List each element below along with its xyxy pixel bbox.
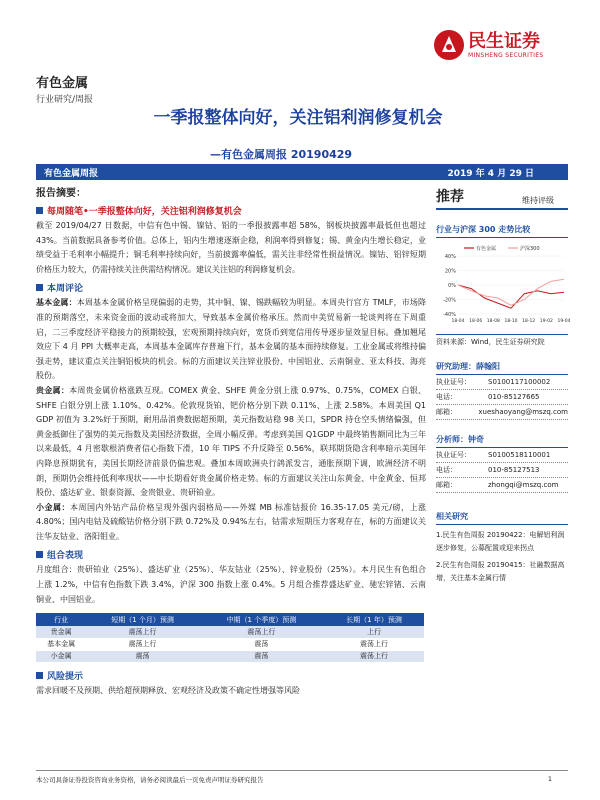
table-cell: 震荡上行 — [86, 626, 199, 638]
rating-label: 推荐 — [436, 189, 464, 205]
portfolio-text: 月度组合：贵研铂业（25%）、盛达矿业（25%）、华友钴业（25%）、锌业股份（25%）。本月民生有色组合上涨 1.2%，中信有色指数下跌 3.4%，沪深 300 指数上涨 0.4%。5 月组合推荐盛达矿业、驰宏锌锗、云南铜业、中国铝业。 — [36, 565, 426, 604]
x-tick-label: 18-06 — [469, 319, 483, 324]
y-tick-label: -20% — [443, 297, 456, 304]
analyst-info — [436, 375, 568, 420]
report-title: 一季报整体向好，关注铝利润修复机会 — [153, 108, 443, 128]
section-hotspot-head: 每周随笔•一季报整体向好，关注铝利润修复机会 — [36, 204, 426, 217]
section-risk-head: 风险提示 — [36, 669, 426, 682]
logo-icon — [434, 30, 464, 60]
bullet-icon — [36, 207, 43, 214]
section-portfolio-head: 组合表现 — [36, 548, 426, 561]
main-column — [36, 200, 426, 698]
analyst2-head: 分析师：钟奇 — [436, 434, 568, 448]
table-cell: 震荡上行 — [86, 638, 199, 650]
table-cell: 震荡上行 — [324, 638, 424, 650]
y-tick-label: 20% — [444, 268, 456, 275]
subsector-label: 行业研究/周报 — [36, 95, 94, 105]
footer — [36, 770, 568, 784]
y-tick-label: 0% — [448, 283, 456, 289]
summary-title: 报告摘要： — [36, 188, 86, 199]
table-cell: 震荡上行 — [199, 626, 324, 638]
band-left: 有色金属周报 — [44, 169, 99, 179]
table-header: 行业 — [36, 613, 86, 626]
legend-label: 有色金属 — [476, 246, 497, 252]
chart-source: 资料来源：Wind，民生证券研究院 — [436, 334, 568, 347]
related-list — [436, 529, 568, 585]
x-tick-label: 19-02 — [539, 319, 553, 324]
series-line — [458, 279, 564, 305]
x-tick-label: 18-10 — [504, 319, 518, 324]
footer-disclaimer: 本公司具备证券投资咨询业务资格，请务必阅读最后一页免责声明证券研究报告 — [36, 776, 264, 784]
table-cell: 震荡 — [86, 650, 199, 662]
bullet-icon — [36, 284, 43, 291]
related-item[interactable]: 2.民生有色周报 20190415：社融数据高增，关注基本金属行情 — [436, 561, 565, 582]
risk-text: 需求回暖不及预期、供给超预期释放、宏观经济及政策不确定性增强等风险 — [36, 685, 300, 695]
x-tick-label: 18-04 — [451, 319, 465, 324]
review-base: 基本金属：本周基本金属价格呈现偏弱的走势，其中铜、镍、锡跌幅较为明显。本周央行官方 TMLF，市场降准的预期落空，未来资金面的波动或将加大，导致基本金属价格承压。然而中美贸易新一轮谈判将在下周重启，二三季度经济平稳接力的预期较强，宏观预期持续向好，宽货币到宽信用传导逐步显效显目标。叠加翘尾效应下 4 月 PPI 大概率走高，本周基本金属库存普遍下行，基本金属的基本面持续修复。工业金属或将维持偏强走势，建议重点关注铜铝板块的机会。标的方面建议关注锌业股份、中国铝业、云南铜业、亚太科技、海亮股份。 — [36, 298, 426, 381]
x-tick-label: 18-08 — [486, 319, 500, 324]
brand-logo — [434, 30, 543, 60]
analyst-row: 执业证号： S0100518110001 — [436, 448, 568, 463]
table-row — [36, 638, 424, 650]
table-header: 短期（1 个月）预测 — [86, 613, 199, 626]
analyst-row[interactable]: 邮箱： zhongqi@mszq.com — [436, 478, 568, 493]
trend-chart — [436, 242, 571, 328]
analyst-row[interactable]: 邮箱： xueshaoyang@mszq.com — [436, 405, 568, 420]
hotspot-text: 截至 2019/04/27 日数据，中信有色中锡、镍钴、铝的一季报披露率超 58%，钢板块披露率最低但也超过 43%。当前数据具备参考价值。总体上，铝内生增速逐渐企稳，利润率得到修复；锡、黄金内生增长稳定，业绩受益于毛利率小幅提升；铜毛利率持续向好，当前披露率偏低，需关注非经常性损益情况。镍钴、铝锌短期价格压力较大，仍需持续关注供需结构情况。建议关注铝的利润修复机会。 — [36, 221, 426, 274]
analyst-row: 电话： 010-85127665 — [436, 390, 568, 405]
table-cell: 震荡 — [199, 638, 324, 650]
analyst2-info — [436, 448, 568, 493]
report-band — [36, 164, 568, 180]
review-minor: 小金属：本周国内外钴产品价格呈现外强内弱格局——外媒 MB 标准钴报价 16.35-17.05 美元/磅，上涨 4.80%；国内电钴及硫酸钴价格分别下跌 0.72%及 0.94%左右，钴需求短期压力客观存在，标的方面建议关注华友钴业、洛阳钼业。 — [36, 502, 427, 541]
sector-label: 有色金属 — [36, 76, 89, 91]
section-review-head: 本周评论 — [36, 281, 426, 294]
table-header: 中期（1 个季度）预测 — [199, 613, 324, 626]
x-tick-label: 18-12 — [522, 319, 536, 324]
report-subtitle: —有色金属周报 20190429 — [210, 148, 353, 161]
table-cell: 震荡 — [199, 650, 324, 662]
page-number: 1 — [547, 775, 552, 783]
brand-name-cn: 民生证券 — [468, 30, 540, 52]
table-cell: 上行 — [324, 626, 424, 638]
legend-label: 沪深300 — [520, 246, 540, 252]
table-header: 长期（1 年）预测 — [324, 613, 424, 626]
bullet-icon — [36, 672, 43, 679]
table-cell: 小金属 — [36, 650, 86, 662]
chart-head: 行业与沪深 300 走势比较 — [436, 224, 568, 238]
analyst-head: 研究助理：薛翰阳 — [436, 361, 568, 375]
table-header-row — [36, 613, 424, 626]
y-tick-label: -40% — [443, 312, 456, 318]
bullet-icon — [36, 551, 43, 558]
table-cell: 震荡上行 — [324, 650, 424, 662]
table-cell: 贵金属 — [36, 626, 86, 638]
forecast-table — [36, 613, 424, 663]
sidebar — [436, 186, 571, 585]
table-cell: 基本金属 — [36, 638, 86, 650]
x-tick-label: 19-04 — [557, 319, 571, 324]
review-precious: 贵金属：本周贵金属价格涨跌互现。COMEX 黄金、SHFE 黄金分别上涨 0.97%、0.75%，COMEX 白银、SHFE 白银分别上涨 1.10%、0.42%。伦敦现货铂、钯价格分别下跌 0.11%、上涨 2.58%。本周美国 Q1 GDP 初值为 3.2%好于预期，耐用品消费数据超预期，美元指数站稳 98 关口，SPDR 持仓空头情绪偏强，但黄金抵御住了强势的美元指数及美国经济数据，全周小幅反弹。考虑到美国 Q1GDP 中最终销售额同比为三年以来最低，4 月密歇根消费者信心指数下滑，10 年 TIPS 不升反降至 0.56%，联邦期货隐含利率暗示美国年内降息预期犹有，美国长期经济前景仍偏悲观。叠加本周欧洲央行鸽派发言，通胀预期下调，欧洲经济不明朗，预期仍会维持低利率现状——中长期看好贵金属价格走势。标的方面建议关注山东黄金、中金黄金、恒邦股份、盛达矿业、银泰资源、金贵银业、贵研铂业。 — [36, 385, 427, 498]
rating-status: 维持评级 — [522, 196, 554, 205]
table-row — [36, 650, 424, 662]
table-row — [36, 626, 424, 638]
rating-row — [436, 186, 568, 210]
related-head: 相关研究 — [436, 511, 568, 525]
analyst-row: 执业证号： S0100117100002 — [436, 375, 568, 390]
series-line — [458, 285, 564, 308]
y-tick-label: 40% — [444, 254, 456, 260]
analyst-row: 电话： 010-85127513 — [436, 463, 568, 478]
trend-chart-svg — [436, 242, 571, 328]
band-date: 2019 年 4 月 29 日 — [447, 169, 534, 179]
related-item[interactable]: 1.民生有色周报 20190422：电解铝利润逐步修复，公募配置或迎来拐点 — [436, 531, 565, 552]
brand-name-en: MINSHENG SECURITIES — [468, 51, 544, 59]
